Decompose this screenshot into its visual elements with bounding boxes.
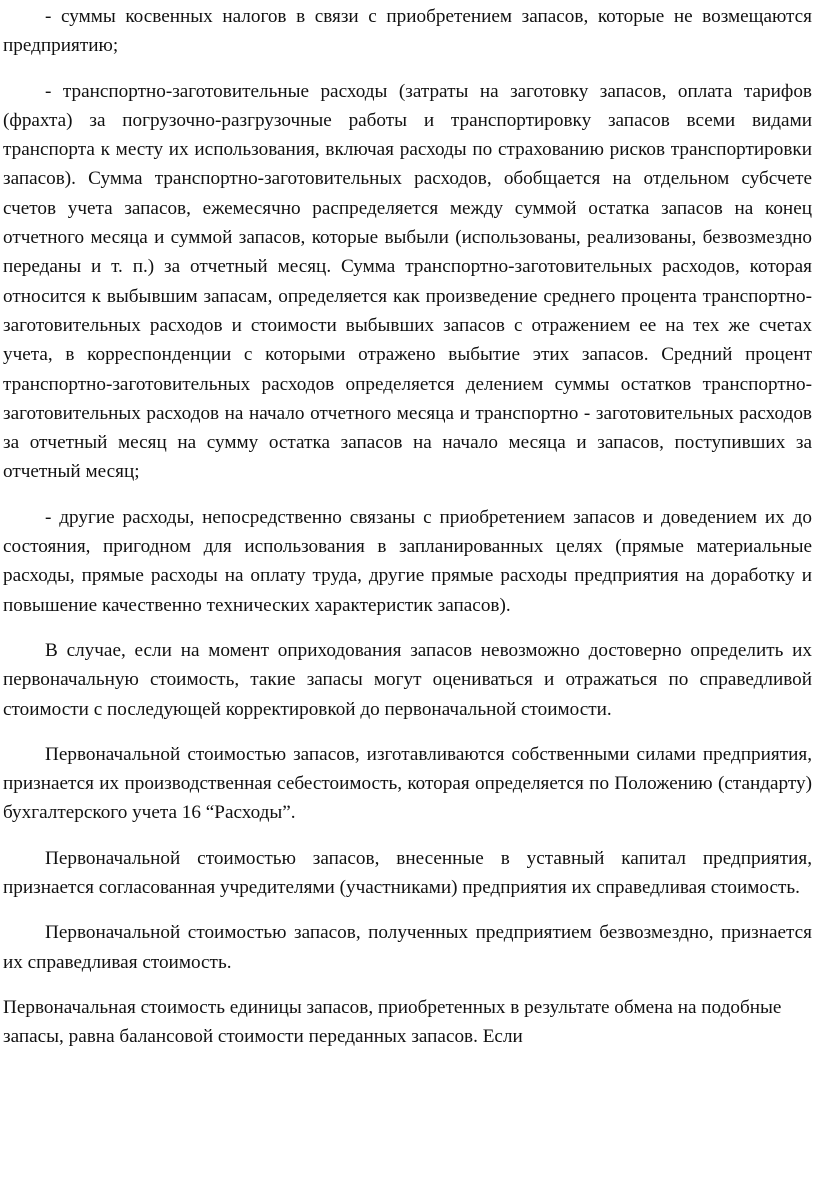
paragraph-fair-value: В случае, если на момент оприходования запасов невозможно достоверно определить их первоначальную стоимость, такие запасы могут оцениваться и отражаться по справедливой стоимости с последующей корректировкой до первоначальной стоимости. [3, 639, 812, 720]
paragraph-exchange: Первоначальная стоимость единицы запасов, приобретенных в результате обмена на подобные запасы, равна балансовой стоимости переданных запасов. Если [3, 996, 782, 1048]
paragraph-indirect-taxes: - суммы косвенных налогов в связи с приобретением запасов, которые не возмещаются предприятию; [3, 6, 812, 57]
paragraph-share-capital: Первоначальной стоимостью запасов, внесенные в уставный капитал предприятия, признается согласованная учредителями (участниками) предприятия их справедливая стоимость. [3, 847, 812, 899]
paragraph-other-costs: - другие расходы, непосредственно связаны с приобретением запасов и доведением их до состояния, пригодном для использования в запланированных целях (прямые материальные расходы, прямые расходы на оплату труда, другие прямые расходы предприятия на доработку и повышение качественно технических характеристик запасов). [3, 506, 812, 616]
paragraph-free-receipt: Первоначальной стоимостью запасов, полученных предприятием безвозмездно, признается их справедливая стоимость. [3, 922, 812, 973]
paragraph-transport-costs: - транспортно-заготовительные расходы (затраты на заготовку запасов, оплата тарифов (фрахта) за погрузочно-разгрузочные работы и транспортировку запасов всеми видами транспорта к месту их использования, включая расходы по страхованию рисков транспортировки запасов). Сумма транспортно-заготовительных расходов, обобщается на отдельном субсчете счетов учета запасов, ежемесячно распределяется между суммой остатка запасов на конец отчетного месяца и суммой запасов, которые выбыли (использованы, реализованы, безвозмездно переданы и т. п.) за отчетный месяц. Сумма транспортно-заготовительных расходов, которая относится к выбывшим запасам, определяется как произведение среднего процента транспортно-заготовительных расходов и стоимости выбывших запасов с отражением ее на тех же счетах учета, в корреспонденции с которыми отражено выбытие этих запасов. Средний процент транспортно-заготовительных расходов определяется делением суммы остатков транспортно-заготовительных расходов на начало отчетного месяца и транспортно - заготовительных расходов за отчетный месяц на сумму остатка запасов на начало месяца и запасов, поступивших за отчетный месяц; [3, 80, 812, 483]
paragraph-own-production: Первоначальной стоимостью запасов, изготавливаются собственными силами предприятия, признается их производственная себестоимость, которая определяется по Положению (стандарту) бухгалтерского учета 16 “Расходы”. [3, 743, 812, 824]
